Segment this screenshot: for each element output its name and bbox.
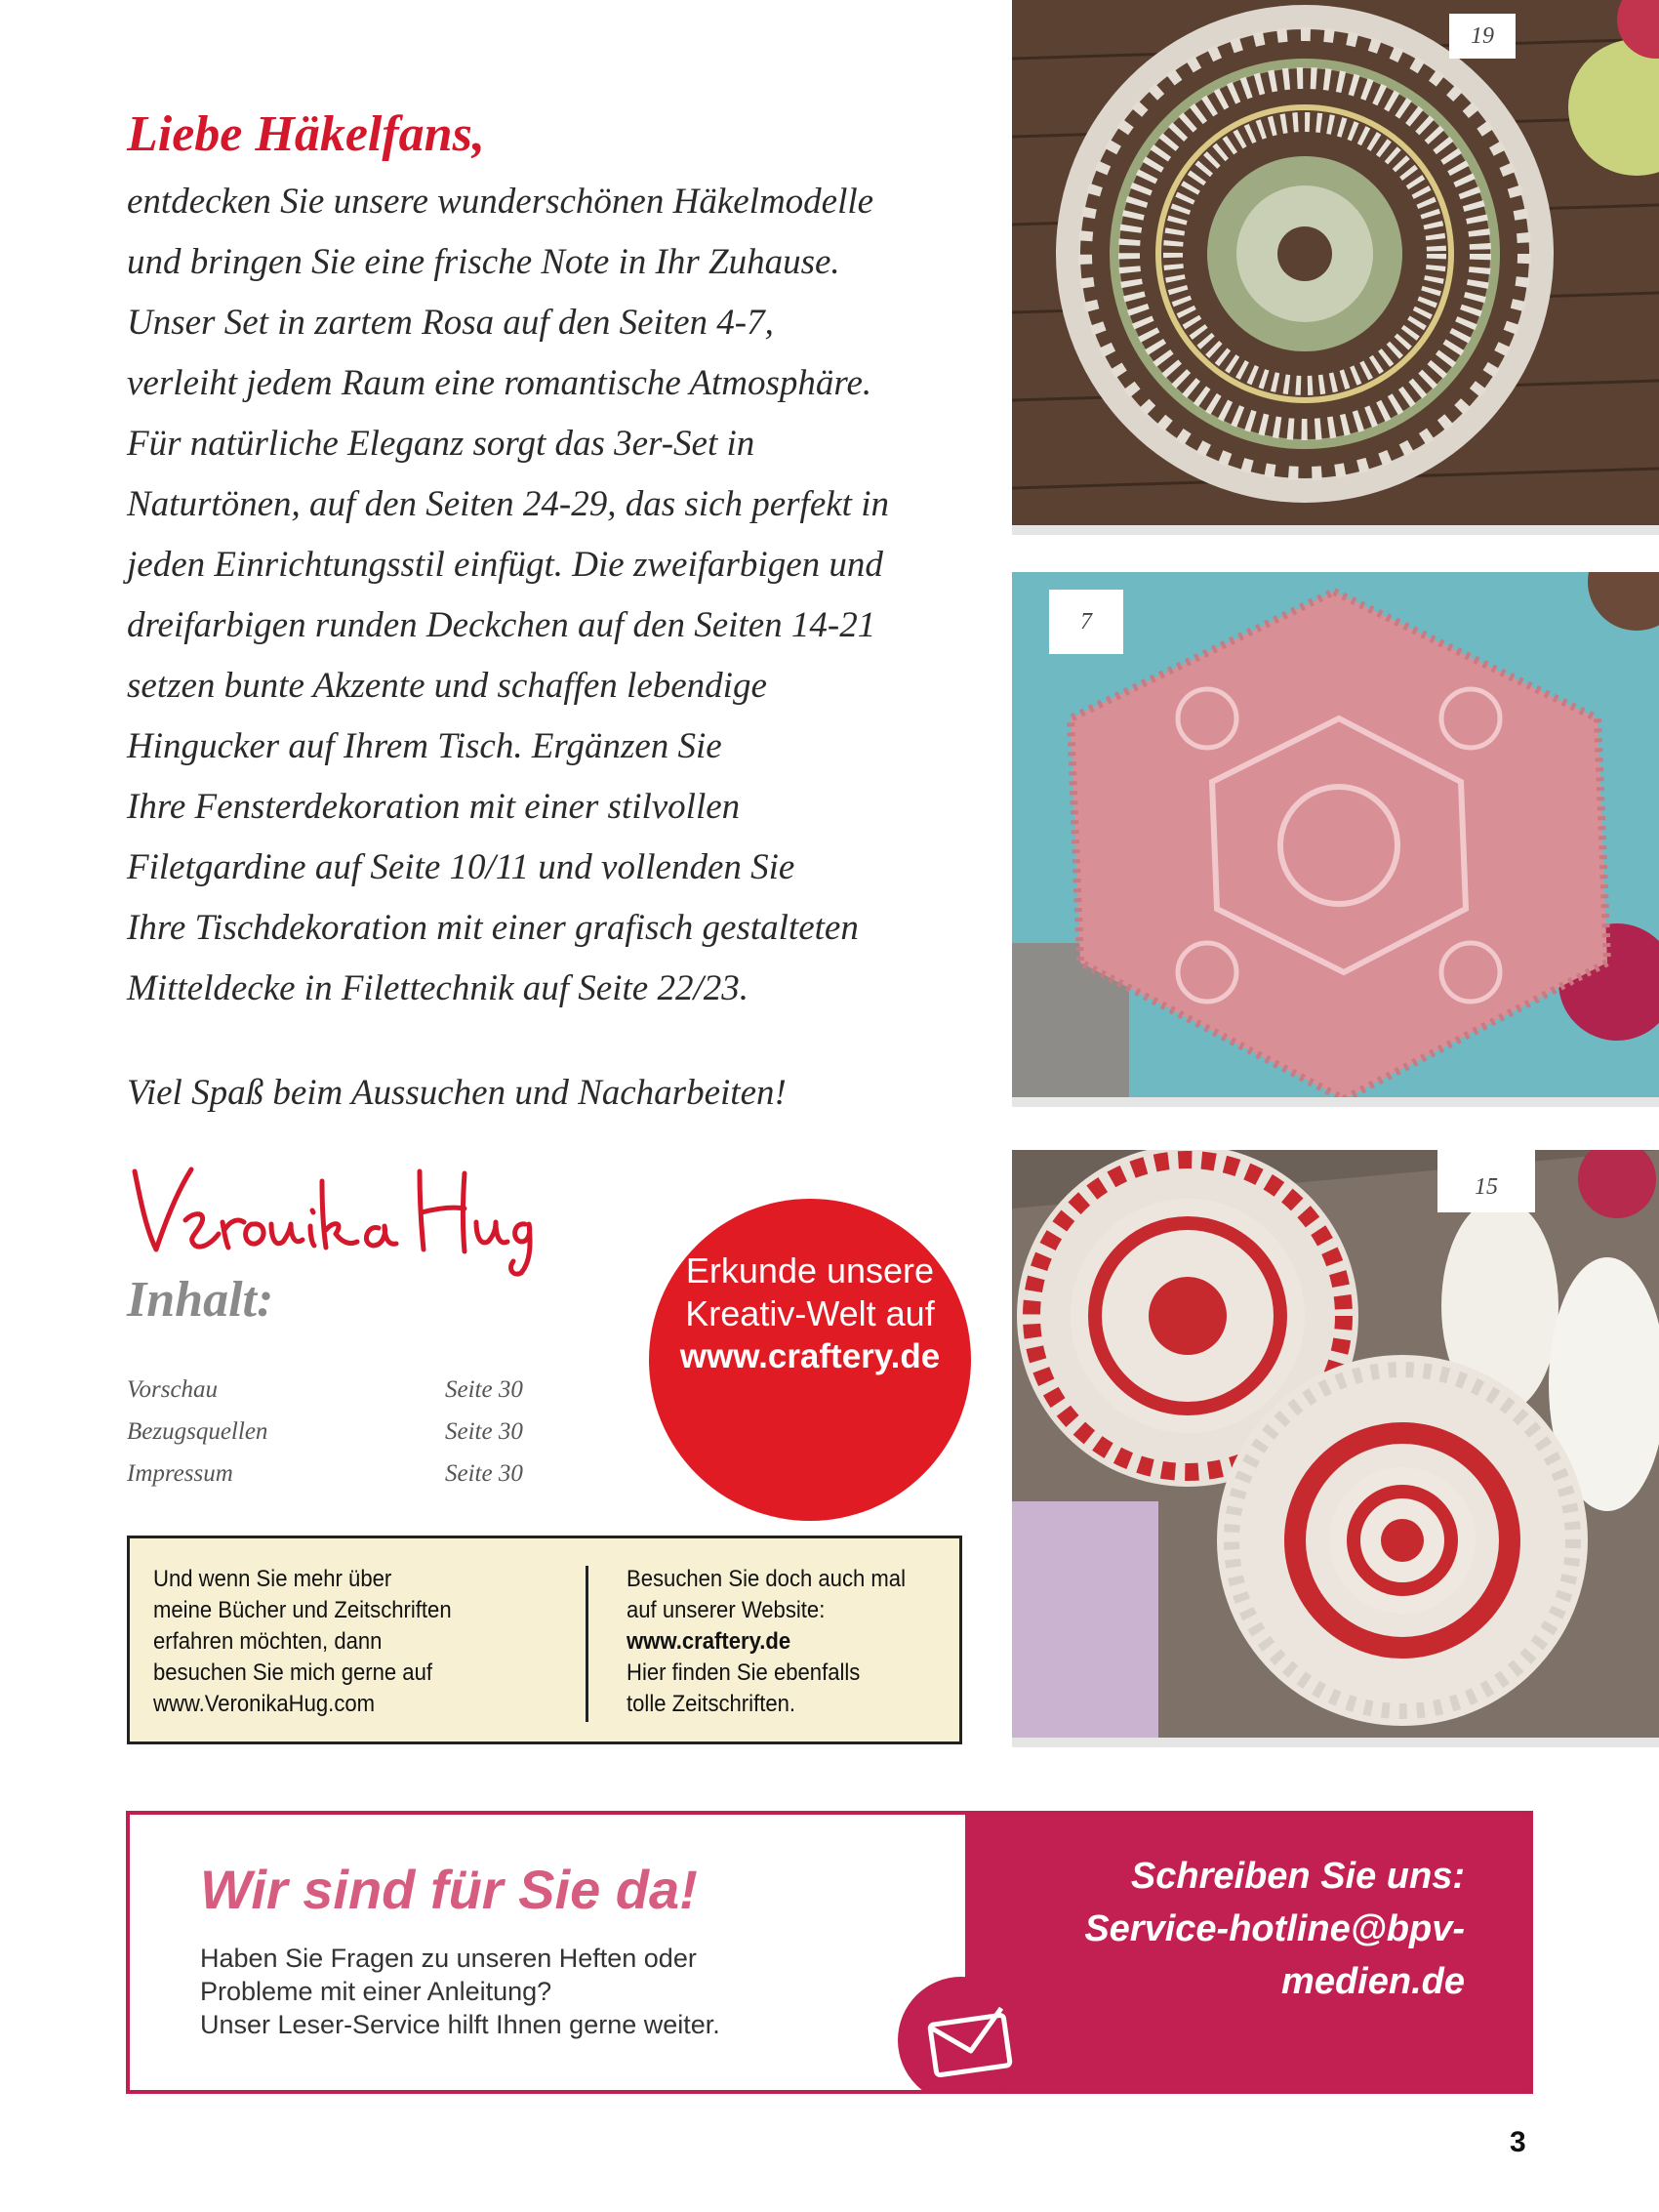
page-number: 3 — [1510, 2126, 1526, 2158]
service-line: Unser Leser-Service hilft Ihnen gerne weiter. — [200, 2010, 720, 2039]
toc-page: Seite 30 — [445, 1376, 523, 1403]
craftery-website-link[interactable]: www.craftery.de — [627, 1628, 791, 1655]
intro-line: Hingucker auf Ihrem Tisch. Ergänzen Sie — [127, 726, 722, 766]
intro-line: Ihre Fensterdekoration mit einer stilvollen — [127, 787, 741, 827]
intro-line: dreifarbigen runden Deckchen auf den Seiten 14-21 — [127, 605, 876, 645]
reader-service-box — [126, 1811, 1533, 2094]
photo-doily-page-19[interactable] — [1012, 0, 1659, 535]
service-email-link[interactable]: Service-hotline@bpv- — [1084, 1908, 1465, 1949]
toc-heading: Inhalt: — [127, 1272, 274, 1328]
intro-line: und bringen Sie eine frische Note in Ihr Zuhause. — [127, 242, 840, 282]
info-line: meine Bücher und Zeitschriften — [153, 1597, 452, 1623]
promo-link[interactable]: www.craftery.de — [679, 1337, 941, 1375]
info-line: besuchen Sie mich gerne auf — [153, 1659, 433, 1686]
signature-image — [127, 1152, 537, 1279]
photo-page-ref: 19 — [1449, 14, 1516, 59]
info-divider — [586, 1566, 588, 1722]
info-line: auf unserer Website: — [627, 1597, 826, 1623]
intro-line: entdecken Sie unsere wunderschönen Häkelmodelle — [127, 182, 874, 222]
service-contact-line: Schreiben Sie uns: — [1130, 1856, 1465, 1897]
info-line: Besuchen Sie doch auch mal — [627, 1566, 907, 1592]
toc-row[interactable] — [127, 1376, 537, 1404]
info-line: erfahren möchten, dann — [153, 1628, 383, 1655]
service-line: Probleme mit einer Anleitung? — [200, 1977, 552, 2006]
editorial-greeting: Liebe Häkelfans, — [127, 106, 485, 162]
info-box-author — [153, 1564, 575, 1720]
intro-line: setzen bunte Akzente und schaffen lebendige — [127, 666, 767, 706]
photo-page-ref: 7 — [1049, 590, 1123, 654]
toc-row[interactable] — [127, 1460, 537, 1488]
intro-line: Filetgardine auf Seite 10/11 und vollenden Sie — [127, 847, 795, 887]
service-line: Haben Sie Fragen zu unseren Heften oder — [200, 1944, 697, 1973]
photo-doily-page-7[interactable] — [1012, 572, 1659, 1107]
intro-line: Unser Set in zartem Rosa auf den Seiten 4-7, — [127, 303, 774, 343]
intro-line: Für natürliche Eleganz sorgt das 3er-Set in — [127, 424, 755, 464]
info-line: Und wenn Sie mehr über — [153, 1566, 392, 1592]
intro-line: Ihre Tischdekoration mit einer grafisch gestalteten — [127, 908, 859, 948]
info-box-website — [627, 1564, 986, 1720]
info-line: Hier finden Sie ebenfalls — [627, 1659, 861, 1686]
editorial-closing: Viel Spaß beim Aussuchen und Nacharbeiten! — [127, 1073, 787, 1113]
service-email-link[interactable]: medien.de — [1281, 1961, 1465, 2002]
toc-label: Bezugsquellen — [127, 1418, 268, 1445]
toc-page: Seite 30 — [445, 1460, 523, 1487]
photo-page-ref: 15 — [1437, 1150, 1535, 1212]
intro-line: Mitteldecke in Filettechnik auf Seite 22/23. — [127, 968, 749, 1008]
info-box — [127, 1536, 962, 1744]
photo-doily-page-15[interactable] — [1012, 1150, 1659, 1747]
intro-line: jeden Einrichtungsstil einfügt. Die zweifarbigen und — [127, 545, 883, 585]
info-line: tolle Zeitschriften. — [627, 1691, 796, 1717]
promo-line: Erkunde unsere — [685, 1250, 935, 1290]
service-heading: Wir sind für Sie da! — [200, 1859, 698, 1920]
toc-page: Seite 30 — [445, 1418, 523, 1445]
intro-line: Naturtönen, auf den Seiten 24-29, das sich perfekt in — [127, 484, 889, 524]
toc-label: Vorschau — [127, 1376, 219, 1403]
toc-label: Impressum — [127, 1460, 233, 1487]
service-text — [200, 1942, 720, 2041]
author-website-link[interactable]: www.VeronikaHug.com — [153, 1691, 376, 1717]
intro-line: verleiht jedem Raum eine romantische Atmosphäre. — [127, 363, 872, 403]
craftery-promo-badge[interactable] — [649, 1199, 971, 1521]
promo-line: Kreativ-Welt auf — [685, 1293, 935, 1333]
doily-photo-image — [1012, 1150, 1659, 1747]
editorial-intro — [127, 172, 1005, 1019]
service-contact[interactable] — [1006, 1850, 1465, 2008]
toc-row[interactable] — [127, 1418, 537, 1446]
doily-photo-image — [1012, 0, 1659, 535]
